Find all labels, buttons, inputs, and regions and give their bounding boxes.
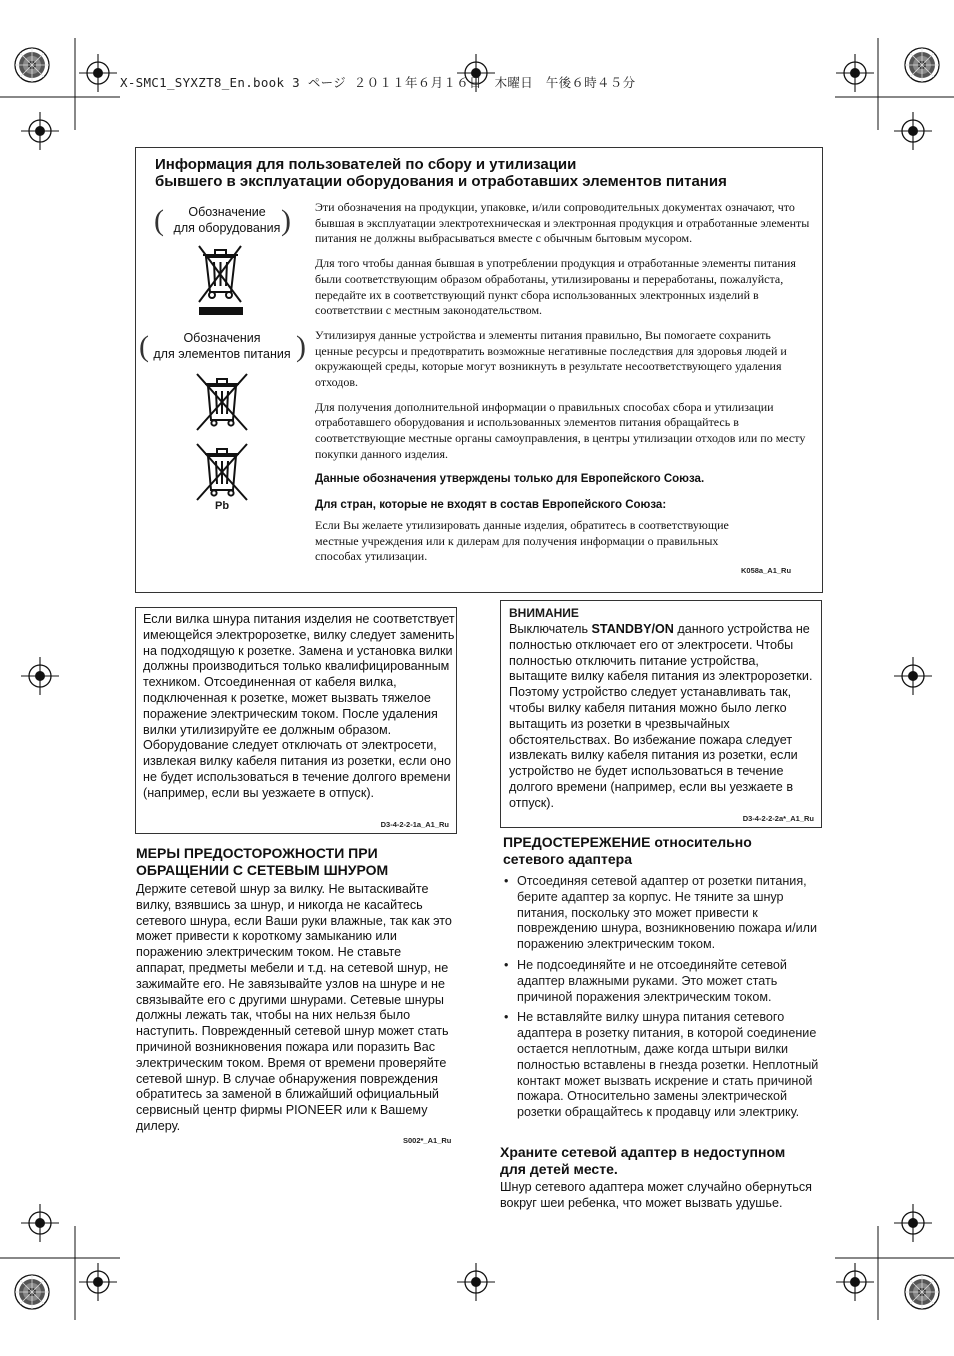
paren-left: ( [154,204,164,237]
equipment-label-line2: для оборудования [173,221,281,235]
bullet-icon: • [504,874,509,888]
disposal-title [155,156,815,190]
starburst-mark-tl [15,48,49,82]
paren-right: ) [281,204,291,237]
list-item [501,958,823,1005]
crosshair-mark [836,54,874,92]
bullet-icon: • [504,1010,509,1025]
starburst-mark-tr [905,48,939,82]
adapter-bullet-list [501,874,823,1126]
book-header-line: X-SMC1_SYXZT8_En.book 3 ページ ２０１１年６月１６日 木曜日 午後６時４５分 [120,75,636,90]
warning-code: D3-4-2-2-2a*_A1_Ru [742,814,814,823]
crossed-out-bin-icon [193,442,251,502]
disposal-info-box [135,147,823,593]
bullet-icon: • [504,957,509,972]
disposal-title-line2: бывшего в эксплуатации оборудования и отработавших элементов питания [155,173,727,190]
disposal-paragraph: Утилизируя данные устройства и элементы питания правильно, Вы помогаете сохранить ценные ресурсы и предотвратить возможные негативные последствия для здоровья людей и окружающей среды, которые могут возникнуть в результате несоответствующего удаления отходов. [315,327,787,390]
cord-section-heading [136,845,456,879]
crosshair-mark [79,54,117,92]
crosshair-mark [836,1263,874,1301]
disposal-text-column [315,200,810,574]
list-item-text: Не подсоединяйте и не отсоединяйте сетевой адаптер влажными руками. Это может стать причиной поражения электрическим током. [517,957,787,1004]
crossed-out-bin-icon [193,240,249,318]
battery-label-line2: для элементов питания [153,347,291,361]
non-eu-text: Если Вы желаете утилизировать данные изделия, обратитесь в соответствующие местные учреждения или к дилерам для получения информации о правильных способах утилизации. [315,517,729,564]
disposal-paragraph: Эти обозначения на продукции, упаковке, и/или сопроводительных документах означают, что бывшая в эксплуатации электротехническая и электронная продукция и отработанные элементы питания не должны выбрасываться вместе с обычным бытовым мусором. [315,200,810,246]
crosshair-mark [894,1204,932,1242]
crosshair-mark [21,112,59,150]
adapter-section-heading [503,834,823,868]
list-item [501,1010,823,1121]
starburst-mark-br [905,1275,939,1309]
list-item-text: Не вставляйте вилку шнура питания сетевого адаптера в розетку питания, в которой соединение остается неплотным, даже когда штыри вилки полностью вставлены в гнезда розетки. Неплотный контакт может вызвать искрение и стать причиной пожара. Относительно замены электрической розетки обращайтесь к продавцу или электрику. [517,1010,819,1120]
crosshair-mark [894,112,932,150]
crosshair-mark [894,657,932,695]
disposal-paragraph: Для того чтобы данная бывшая в употреблении продукция и отработанные элементы питания были соответствующим образом обработаны, утилизированы и переработаны, пожалуйста, передайте их в соответствующий пункт сбора использованных электронных изделий в соответствии с местным законодательством. [315,256,796,318]
warning-text-suffix: данного устройства не полностью отключает его от электросети. Чтобы полностью отключить питание устройства, вытащите вилку кабеля питания из электророзетки. Поэтому устройство следует устанавливать так, чтобы вилку кабеля питания можно было легко вытащить из розетки в чрезвычайных обстоятельствах. Во избежание пожара следует извлекать вилку кабеля питания из розетки, если устройство не будет использоваться в течение долгого времени (например, если вы уезжаете в отпуск). [509,622,813,810]
warning-title: ВНИМАНИЕ [509,606,579,620]
cord-section-code: S002*_A1_Ru [403,1136,452,1145]
crosshair-mark [79,1263,117,1301]
starburst-mark-bl [15,1275,49,1309]
children-text: Шнур сетевого адаптера может случайно обернуться вокруг шеи ребенка, что может вызвать удушье. [500,1180,812,1210]
battery-label-line1: Обозначения [183,331,261,345]
crosshair-mark [457,1263,495,1301]
non-eu-heading: Для стран, которые не входят в состав Европейского Союза: [315,499,667,512]
disposal-title-line1: Информация для пользователей по сбору и утилизации [155,156,577,173]
crossed-out-bin-icon [193,372,251,432]
cord-heading-line1: МЕРЫ ПРЕДОСТОРОЖНОСТИ ПРИ [136,845,378,861]
cord-section-text: Держите сетевой шнур за вилку. Не вытаскивайте вилку, взявшись за шнур, и никогда не касайтесь сетевого шнура, если Ваши руки влажные, так как это может привести к короткому замыканию или поражению электрическим током. Не ставьте аппарат, предметы мебели и т.д. на сетевой шнур, не зажимайте его. Не завязывайте узлов на шнуре и не связывайте его с другими шнурами. Сетевые шнуры должны лежать так, чтобы на них нельзя было наступить. Поврежденный сетевой шнур может стать причиной возникновения пожара или поразить Вас электрическим током. Время от времени проверяйте сетевой шнур. В случае обнаружения повреждения обратитесь за заменой в ближайший официальный сервисный центр фирмы PIONEER или к Вашему дилеру. [136,882,452,1133]
children-heading-line2: для детей месте. [500,1161,618,1177]
pb-label: Pb [215,500,230,512]
adapter-heading-line1: ПРЕДОСТЕРЕЖЕНИЕ относительно [503,834,752,850]
crosshair-mark [21,657,59,695]
crosshair-mark [21,1204,59,1242]
disposal-paragraph: Для получения дополнительной информации о правильных способах сбора и утилизации отработавшего оборудования и использованных элементов питания обращайтесь в соответствующие местные органы самоуправления, в центры утилизации отходов или по месту покупки данного изделия. [315,399,806,461]
plug-notice-code: D3-4-2-2-1a_A1_Ru [380,820,449,829]
children-heading [500,1144,825,1178]
plug-notice-box [135,607,457,834]
warning-text [509,622,817,812]
plug-notice-text: Если вилка шнура питания изделия не соответствует имеющейся электророзетке, вилку следует заменить на подходящую к розетке. Замена и установка вилки должны производиться только квалифицированным техником. Отсоединенная от кабеля вилка, подключенная к розетке, может вызвать тяжелое поражение электрическим током. После удаления вилки утилизируйте ее должным образом. Оборудование следует отключать от электросети, извлекая вилку кабеля питания из розетки, если оно не будет использоваться в течение долгого времени (например, если вы уезжаете в отпуск). [143,612,455,800]
children-heading-line1: Храните сетевой адаптер в недоступном [500,1144,786,1160]
warning-box [500,600,822,828]
disposal-code: K058a_A1_Ru [741,566,792,575]
adapter-heading-line2: сетевого адаптера [503,851,632,867]
warning-text-prefix: Выключатель [509,622,592,636]
list-item-text: Отсоединяя сетевой адаптер от розетки питания, берите адаптер за корпус. Не тяните за шнур питания, поскольку это может привести к повреждению шнура, возникновению пожара и/или поражению электрическим током. [517,874,818,952]
eu-only-note: Данные обозначения утверждены только для Европейского Союза. [315,472,705,485]
cord-heading-line2: ОБРАЩЕНИИ С СЕТЕВЫМ ШНУРОМ [136,862,389,878]
standby-on-label: STANDBY/ON [591,622,674,636]
equipment-symbol-label [162,204,292,236]
paren-left: ( [139,330,149,363]
list-item [501,874,823,953]
paren-right: ) [296,330,306,363]
battery-symbol-label [147,330,297,362]
equipment-label-line1: Обозначение [188,205,266,219]
